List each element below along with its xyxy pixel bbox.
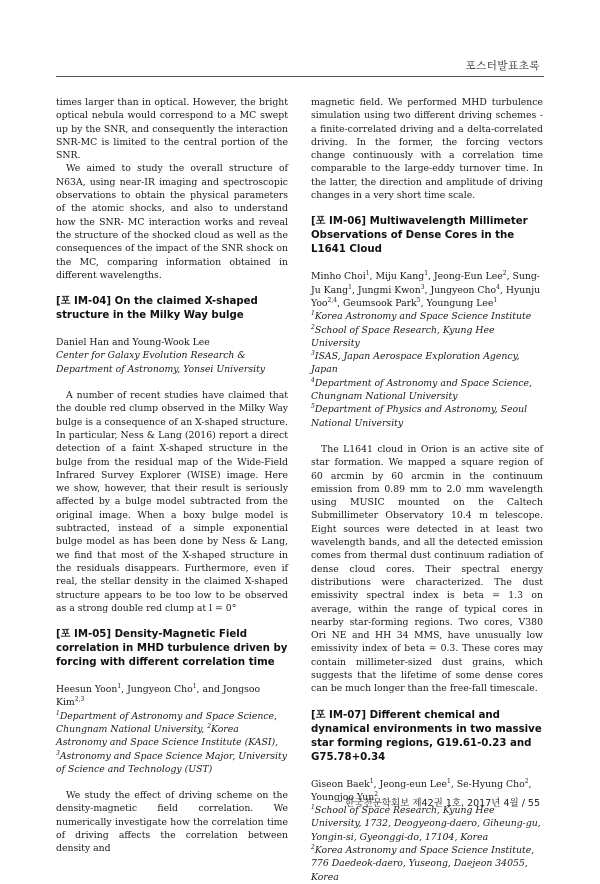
abstract-title-im07: [포 IM-07] Different chemical and dynamical environments in two massive star forming regions, G19.61-0.23 and G75.78+0.34 — [311, 709, 542, 763]
affiliation-im06: $^4$Department of Astronomy and Space Science, Chungnam National University — [311, 376, 532, 403]
authors-im04: Daniel Han and Young-Wook Lee — [56, 337, 210, 349]
affiliation-im06: $^2$School of Space Research, Kyung Hee University — [311, 323, 495, 349]
continued-paragraph: times larger than in optical. However, the bright optical nebula would correspond to a MC swept up by the SNR, and consequently the interaction SNR-MC is limited to the central portion of the SNR. — [56, 97, 288, 162]
page-footer: 한국천문학회보 제42권 1호, 2017년 4월 / 55 — [345, 798, 540, 809]
affiliation-im06: $^1$Korea Astronomy and Space Science Institute — [311, 310, 532, 323]
section-title: 포스터발표초록 — [465, 60, 540, 72]
affiliation-im06: $^5$Department of Physics and Astronomy, Seoul National University — [311, 403, 528, 429]
abstract-title-im06: [포 IM-06] Multiwavelength Millimeter Observations of Dense Cores in the L1641 Cloud — [311, 216, 528, 256]
abstract-title-im04: [포 IM-04] On the claimed X-shaped structure in the Milky Way bulge — [56, 296, 258, 322]
affiliation-im06: $^3$ISAS, Japan Aerospace Exploration Agency, Japan — [311, 350, 520, 376]
authors-im07: Giseon Baek$^1$, Jeong-eun Lee$^1$, Se-Hyung Cho$^2$, Youngjoo Yun$^2$ — [311, 777, 532, 803]
abstract-body-im05: We study the effect of driving scheme on the density-magnetic field correlation. We numerically investigate how the correlation time of driving affects the correlation between density and — [56, 790, 288, 855]
left-column — [56, 96, 288, 856]
abstract-body-im04: A number of recent studies have claimed that the double red clump observed in the Milky Way bulge is a consequence of an X-shaped structure. In particular, Ness & Lang (2016) report a direct detection of a faint X-shaped structure in the bulge from the residual map of the Wide-Field Infrared Survey Explorer (WISE) image. Here we show, however, that their result is seriously affected by a bulge model subtracted from the original image. When a boxy bulge model is subtracted, instead of a simple exponential bulge model as has been done by Ness & Lang, we find that most of the X-shaped structure in the residuals disappears. Furthermore, even if real, the stellar density in the claimed X-shaped structure appears to be too low to be observed as a strong double red clump at l = 0° — [56, 390, 289, 614]
affiliation-im04: Center for Galaxy Evolution Research & — [56, 350, 246, 362]
affiliation-im07: $^2$Korea Astronomy and Space Science Institute, 776 Daedeok-daero, Yuseong, Daejeon 34055, Korea — [311, 843, 535, 883]
body-paragraph: We aimed to study the overall structure of N63A, using near-IR imaging and spectroscopic observations to obtain the physical parameters of the atomic shocks, and also to understand how the SNR- MC interaction works and reveal the structure of the shocked cloud as well as the consequences of the impact of the SNR shock on the MC, comparing information obtained in different wavelengths. — [56, 163, 288, 281]
header-rule — [56, 76, 544, 77]
affiliation-im04: Department of Astronomy, Yonsei University — [56, 363, 266, 375]
affiliation-im05: $^1$Department of Astronomy and Space Science, Chungnam National University, $^2$Korea Astronomy and Space Science Institute (KASI), $^3$Astronomy and Space Science Major, University of Science and Technology (UST) — [56, 709, 287, 775]
authors-im06: Minho Choi$^1$, Miju Kang$^1$, Jeong-Eun Lee$^2$, Sung-Ju Kang$^1$, Jungmi Kwon$^3$, Jungyeon Cho$^4$, Hyunju Yoo$^{2,4}$, Geumsook Park$^5$, Youngung Lee$^1$ — [311, 270, 541, 309]
right-column — [311, 96, 543, 884]
authors-im05: Heesun Yoon$^1$, Jungyeon Cho$^1$, and Jongsoo Kim$^{2,3}$ — [56, 683, 261, 709]
abstract-body-im06: The L1641 cloud in Orion is an active site of star formation. We mapped a square region of 60 arcmin by 60 arcmin in the continuum emission from 0.89 mm to 2.0 mm wavelength using MUSIC mounted on the Caltech Submillimeter Observatory 10.4 m telescope. Eight sources were detected in at least two wavelength bands, and all the detected emission comes from thermal dust continuum radiation of dense cloud cores. Their spectral energy distributions were characterized. The dust emissivity spectral index is beta = 1.3 on average, within the range of typical cores in nearby star-forming regions. Two cores, V380 Ori NE and HH 34 MMS, have unusually low emissivity index of beta = 0.3. These cores may contain millimeter-sized dust grains, which suggests that the lifetime of some dense cores can be much longer than the free-fall timescale. — [311, 443, 543, 695]
affiliation-im07: $^1$School of Space Research, Kyung Hee University, 1732, Deogyeong-daero, Giheung-gu, Yongin-si, Gyeonggi-do, 17104, Korea — [311, 804, 541, 843]
abstract-title-im05: [포 IM-05] Density-Magnetic Field correlation in MHD turbulence driven by forcing with different correlation time — [56, 629, 288, 669]
continued-paragraph: magnetic field. We performed MHD turbulence simulation using two different driving schemes - a finite-correlated driving and a delta-correlated driving. In the former, the forcing vectors change continuously with a correlation time comparable to the large-eddy turnover time. In the latter, the direction and amplitude of driving changes in a very short time scale. — [311, 97, 543, 202]
